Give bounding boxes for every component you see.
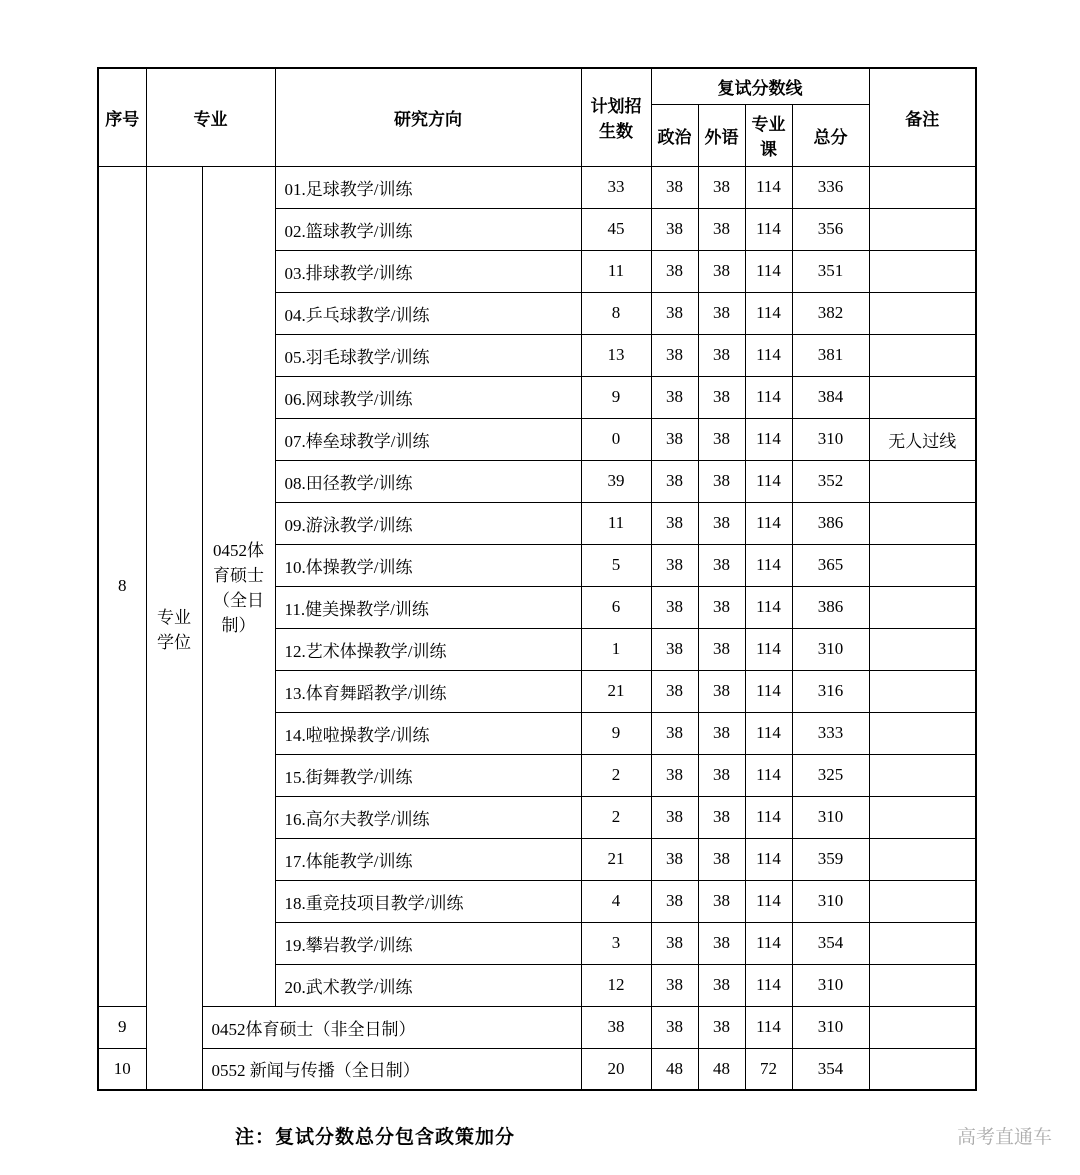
foreign-cell: 38: [698, 250, 745, 292]
politics-cell: 38: [651, 754, 698, 796]
col-header-plan: [581, 68, 651, 166]
total-cell: 310: [792, 418, 869, 460]
remark-cell: [869, 460, 976, 502]
direction-cell: 16.高尔夫教学/训练: [275, 796, 581, 838]
total-cell: 310: [792, 1006, 869, 1048]
course-cell: 114: [745, 712, 792, 754]
course-cell: 72: [745, 1048, 792, 1090]
foreign-cell: 38: [698, 376, 745, 418]
politics-cell: 38: [651, 964, 698, 1006]
direction-cell: 17.体能教学/训练: [275, 838, 581, 880]
col-header-politics: 政治: [651, 104, 698, 166]
plan-cell: 21: [581, 838, 651, 880]
foreign-cell: 38: [698, 208, 745, 250]
direction-row: [98, 166, 976, 208]
plan-cell: 0: [581, 418, 651, 460]
politics-cell: 38: [651, 250, 698, 292]
course-cell: 114: [745, 250, 792, 292]
direction-cell: 01.足球教学/训练: [275, 166, 581, 208]
remark-cell: [869, 292, 976, 334]
plan-cell: 20: [581, 1048, 651, 1090]
col-header-course: [745, 104, 792, 166]
score-table: [97, 67, 977, 1091]
politics-cell: 38: [651, 796, 698, 838]
course-cell: 114: [745, 418, 792, 460]
col-header-retest: 复试分数线: [651, 68, 869, 104]
remark-cell: [869, 628, 976, 670]
total-cell: 386: [792, 502, 869, 544]
foreign-cell: 38: [698, 796, 745, 838]
direction-cell: 19.攀岩教学/训练: [275, 922, 581, 964]
col-header-foreign: 外语: [698, 104, 745, 166]
plan-cell: 4: [581, 880, 651, 922]
foreign-cell: 38: [698, 586, 745, 628]
direction-cell: 07.棒垒球教学/训练: [275, 418, 581, 460]
major-label: 0452体育硕士（全日制）: [213, 541, 264, 635]
direction-cell: 11.健美操教学/训练: [275, 586, 581, 628]
col-header-major: 专业: [146, 68, 275, 166]
politics-cell: 38: [651, 166, 698, 208]
table-header: [98, 68, 976, 166]
plan-cell: 5: [581, 544, 651, 586]
course-cell: 114: [745, 586, 792, 628]
total-cell: 354: [792, 1048, 869, 1090]
remark-cell: [869, 796, 976, 838]
total-cell: 351: [792, 250, 869, 292]
total-cell: 354: [792, 922, 869, 964]
direction-cell: 12.艺术体操教学/训练: [275, 628, 581, 670]
foreign-cell: 38: [698, 334, 745, 376]
politics-cell: 38: [651, 334, 698, 376]
foreign-cell: 38: [698, 880, 745, 922]
direction-cell: 04.乒乓球教学/训练: [275, 292, 581, 334]
course-cell: 114: [745, 922, 792, 964]
remark-cell: [869, 376, 976, 418]
col-header-remark: 备注: [869, 68, 976, 166]
politics-cell: 38: [651, 418, 698, 460]
plan-cell: 12: [581, 964, 651, 1006]
plan-cell: 6: [581, 586, 651, 628]
politics-cell: 38: [651, 586, 698, 628]
course-cell: 114: [745, 502, 792, 544]
total-cell: 352: [792, 460, 869, 502]
footer-line: [97, 1122, 1052, 1149]
total-cell: 310: [792, 880, 869, 922]
remark-cell: [869, 838, 976, 880]
politics-cell: 38: [651, 292, 698, 334]
course-cell: 114: [745, 838, 792, 880]
remark-cell: [869, 166, 976, 208]
plan-cell: 1: [581, 628, 651, 670]
course-cell: 114: [745, 964, 792, 1006]
major-cell: 0452体育硕士（非全日制）: [202, 1006, 581, 1048]
summary-row: [98, 1006, 976, 1048]
direction-cell: 14.啦啦操教学/训练: [275, 712, 581, 754]
foreign-cell: 38: [698, 544, 745, 586]
course-cell: 114: [745, 376, 792, 418]
col-header-total: 总分: [792, 104, 869, 166]
politics-cell: 38: [651, 376, 698, 418]
remark-cell: [869, 1048, 976, 1090]
degree-type-cell: [146, 166, 202, 1090]
foreign-cell: 38: [698, 754, 745, 796]
plan-cell: 11: [581, 502, 651, 544]
remark-cell: [869, 670, 976, 712]
remark-cell: [869, 334, 976, 376]
foreign-cell: 38: [698, 670, 745, 712]
politics-cell: 38: [651, 502, 698, 544]
politics-cell: 38: [651, 208, 698, 250]
foreign-cell: 38: [698, 418, 745, 460]
course-cell: 114: [745, 880, 792, 922]
group-no-cell: 8: [98, 166, 146, 1006]
foreign-cell: 38: [698, 460, 745, 502]
foreign-cell: 38: [698, 922, 745, 964]
row-no-cell: 10: [98, 1048, 146, 1090]
course-cell: 114: [745, 460, 792, 502]
plan-cell: 8: [581, 292, 651, 334]
total-cell: 325: [792, 754, 869, 796]
direction-cell: 09.游泳教学/训练: [275, 502, 581, 544]
total-cell: 333: [792, 712, 869, 754]
plan-cell: 39: [581, 460, 651, 502]
total-cell: 359: [792, 838, 869, 880]
foreign-cell: 38: [698, 502, 745, 544]
table-body: [98, 166, 976, 1090]
direction-cell: 20.武术教学/训练: [275, 964, 581, 1006]
plan-cell: 3: [581, 922, 651, 964]
remark-cell: [869, 586, 976, 628]
direction-cell: 05.羽毛球教学/训练: [275, 334, 581, 376]
remark-cell: [869, 250, 976, 292]
course-cell: 114: [745, 292, 792, 334]
course-cell: 114: [745, 628, 792, 670]
politics-cell: 38: [651, 670, 698, 712]
politics-cell: 38: [651, 838, 698, 880]
direction-cell: 03.排球教学/训练: [275, 250, 581, 292]
politics-cell: 38: [651, 1006, 698, 1048]
plan-cell: 9: [581, 376, 651, 418]
plan-cell: 11: [581, 250, 651, 292]
col-header-plan-label: 计划招生数: [590, 97, 642, 142]
politics-cell: 48: [651, 1048, 698, 1090]
plan-cell: 38: [581, 1006, 651, 1048]
remark-cell: [869, 502, 976, 544]
foreign-cell: 38: [698, 838, 745, 880]
course-cell: 114: [745, 166, 792, 208]
course-cell: 114: [745, 754, 792, 796]
remark-cell: [869, 1006, 976, 1048]
politics-cell: 38: [651, 460, 698, 502]
foreign-cell: 48: [698, 1048, 745, 1090]
foreign-cell: 38: [698, 628, 745, 670]
course-cell: 114: [745, 670, 792, 712]
course-cell: 114: [745, 796, 792, 838]
direction-cell: 13.体育舞蹈教学/训练: [275, 670, 581, 712]
foreign-cell: 38: [698, 964, 745, 1006]
row-no-cell: 9: [98, 1006, 146, 1048]
politics-cell: 38: [651, 880, 698, 922]
foreign-cell: 38: [698, 166, 745, 208]
course-cell: 114: [745, 208, 792, 250]
course-cell: 114: [745, 334, 792, 376]
total-cell: 365: [792, 544, 869, 586]
politics-cell: 38: [651, 712, 698, 754]
col-header-course-label: 专业课: [751, 115, 786, 159]
degree-type-label: 专业学位: [156, 607, 191, 652]
col-header-direction: 研究方向: [275, 68, 581, 166]
major-cell: [202, 166, 275, 1006]
remark-cell: 无人过线: [869, 418, 976, 460]
remark-cell: [869, 208, 976, 250]
politics-cell: 38: [651, 922, 698, 964]
course-cell: 114: [745, 544, 792, 586]
direction-cell: 10.体操教学/训练: [275, 544, 581, 586]
plan-cell: 2: [581, 754, 651, 796]
course-cell: 114: [745, 1006, 792, 1048]
total-cell: 310: [792, 796, 869, 838]
foreign-cell: 38: [698, 712, 745, 754]
header-row-1: [98, 68, 976, 104]
direction-cell: 18.重竞技项目教学/训练: [275, 880, 581, 922]
total-cell: 386: [792, 586, 869, 628]
plan-cell: 9: [581, 712, 651, 754]
plan-cell: 21: [581, 670, 651, 712]
politics-cell: 38: [651, 628, 698, 670]
politics-cell: 38: [651, 544, 698, 586]
total-cell: 382: [792, 292, 869, 334]
summary-row: [98, 1048, 976, 1090]
remark-cell: [869, 712, 976, 754]
plan-cell: 2: [581, 796, 651, 838]
plan-cell: 45: [581, 208, 651, 250]
total-cell: 336: [792, 166, 869, 208]
direction-cell: 02.篮球教学/训练: [275, 208, 581, 250]
remark-cell: [869, 754, 976, 796]
total-cell: 384: [792, 376, 869, 418]
remark-cell: [869, 922, 976, 964]
remark-cell: [869, 880, 976, 922]
remark-cell: [869, 544, 976, 586]
total-cell: 381: [792, 334, 869, 376]
plan-cell: 13: [581, 334, 651, 376]
foreign-cell: 38: [698, 292, 745, 334]
direction-cell: 08.田径教学/训练: [275, 460, 581, 502]
remark-cell: [869, 964, 976, 1006]
total-cell: 356: [792, 208, 869, 250]
direction-cell: 15.街舞教学/训练: [275, 754, 581, 796]
col-header-no: 序号: [98, 68, 146, 166]
total-cell: 310: [792, 964, 869, 1006]
note-text: 注：复试分数总分包含政策加分: [235, 1127, 516, 1148]
plan-cell: 33: [581, 166, 651, 208]
direction-cell: 06.网球教学/训练: [275, 376, 581, 418]
total-cell: 316: [792, 670, 869, 712]
total-cell: 310: [792, 628, 869, 670]
major-cell: 0552 新闻与传播（全日制）: [202, 1048, 581, 1090]
foreign-cell: 38: [698, 1006, 745, 1048]
watermark-text: 高考直通车: [956, 1127, 1052, 1148]
